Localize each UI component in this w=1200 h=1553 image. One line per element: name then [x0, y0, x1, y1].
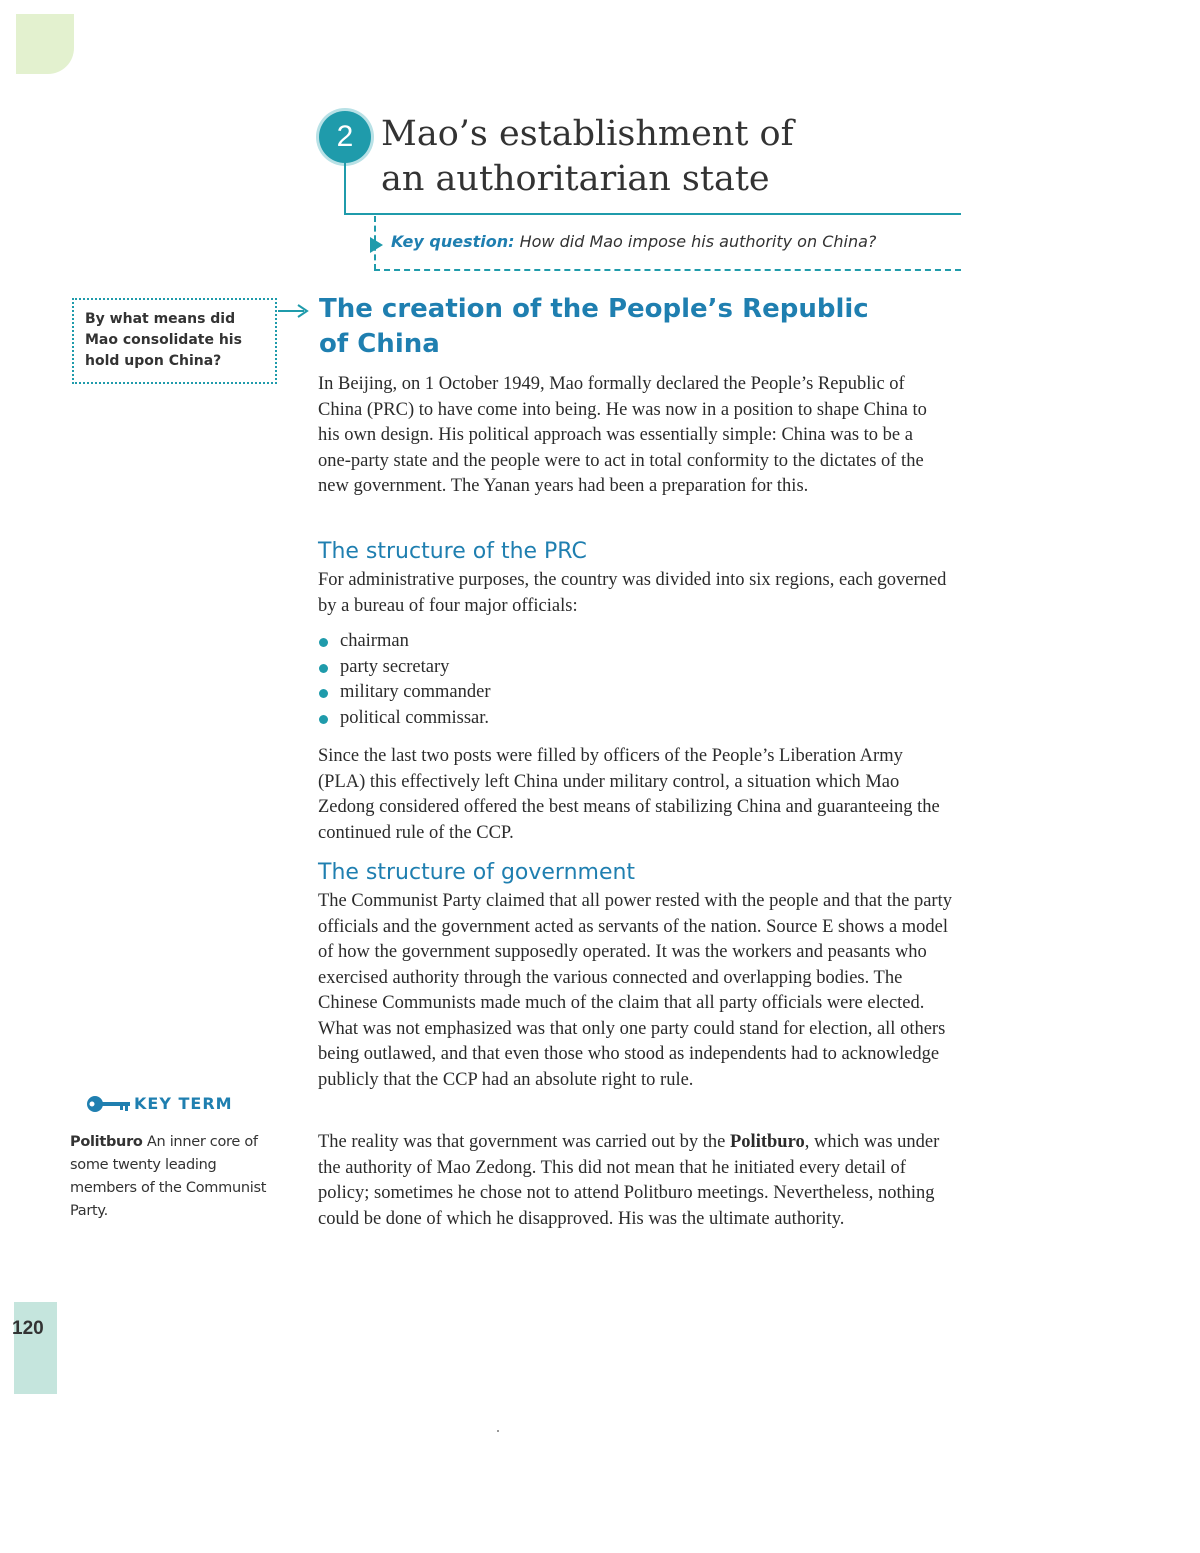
key-question-label: Key question: — [391, 232, 515, 251]
key-question — [391, 232, 876, 251]
key-term-heading — [86, 1094, 233, 1113]
margin-question-box — [72, 298, 277, 384]
key-question-text: How did Mao impose his authority on China? — [514, 232, 877, 251]
list-item — [318, 680, 491, 706]
structure-government-heading: The structure of government — [318, 860, 636, 885]
chapter-title — [381, 112, 794, 202]
title-rule-vertical — [344, 160, 346, 214]
scan-speck — [497, 1430, 499, 1432]
paragraph-2-end: , which was under the authority of Mao Zedong. This did not mean that he initiated every detail of policy; sometimes he chose not to attend Politburo meetings. Nevertheless, nothing could be done of which he disapproved. His was the ultimate authority. — [318, 1132, 940, 1229]
key-term-heading-label: KEY TERM — [134, 1094, 233, 1113]
key-question-rule-horizontal — [374, 269, 961, 271]
list-item-text: military commander — [340, 682, 491, 703]
list-item-text: party secretary — [340, 656, 450, 677]
key-term-word: Politburo — [70, 1134, 143, 1150]
page-number-tab — [14, 1302, 57, 1394]
key-term-definition-text: An inner core of some twenty leading members of the Communist Party. — [70, 1134, 267, 1219]
section-heading-line-2: of China — [319, 329, 440, 359]
bullet-icon — [319, 664, 328, 673]
list-item-text: political commissar. — [340, 707, 490, 728]
list-item — [318, 629, 491, 655]
politburo-term: Politburo — [730, 1132, 805, 1152]
section-intro-paragraph: In Beijing, on 1 October 1949, Mao formally declared the People’s Republic of China (PRC) to have come into being. He was now in a position to shape China to his own design. His political approach was essentially simple: China was to be a one-party state and the people were to act in total conformity to the dictates of the new government. The Yanan years had been a preparation for this. — [318, 374, 927, 496]
structure-prc-conclusion: Since the last two posts were filled by officers of the People’s Liberation Army (PLA) this effectively left China under military control, a situation which Mao Zedong considered offered the best means of stabilizing China and guaranteeing the continued rule of the CCP. — [318, 746, 940, 843]
structure-prc-intro: For administrative purposes, the country was divided into six regions, each governed by a bureau of four major officials: — [318, 570, 947, 616]
list-item — [318, 706, 491, 732]
margin-question-text: By what means did Mao consolidate his hold upon China? — [85, 311, 242, 369]
paragraph-2-start: The reality was that government was carried out by the — [318, 1132, 730, 1152]
list-item-text: chairman — [340, 631, 409, 651]
list-item — [318, 655, 491, 681]
key-term-definition — [70, 1131, 282, 1223]
officials-list — [318, 629, 491, 731]
key-icon — [86, 1095, 132, 1113]
chapter-number-badge: 2 — [319, 111, 371, 163]
structure-government-paragraph-1: The Communist Party claimed that all power rested with the people and that the party officials and the government acted as servants of the nation. Source E shows a model of how the government supposedly operated. It was the workers and peasants who exercised authority through the various connected and overlapping bodies. The Chinese Communists made much of the claim that all party officials were elected. What was not emphasized was that only one party could stand for election, all others being outlawed, and that even those who stood as independents had to acknowledge publicly that the CCP had an absolute right to rule. — [318, 891, 952, 1090]
corner-tab-decoration — [16, 14, 74, 74]
chapter-title-line-2: an authoritarian state — [381, 159, 770, 199]
pointer-arrow-icon — [278, 302, 312, 320]
chapter-title-line-1: Mao’s establishment of — [381, 114, 794, 154]
triangle-arrow-icon — [370, 237, 383, 253]
bullet-icon — [319, 638, 328, 647]
structure-government-paragraph-2 — [318, 1130, 956, 1232]
page-number: 120 — [12, 1318, 44, 1339]
structure-prc-heading: The structure of the PRC — [318, 539, 587, 564]
section-heading — [319, 292, 919, 362]
title-rule-horizontal — [344, 213, 961, 215]
section-heading-line-1: The creation of the People’s Republic — [319, 294, 869, 324]
bullet-icon — [319, 689, 328, 698]
bullet-icon — [319, 715, 328, 724]
